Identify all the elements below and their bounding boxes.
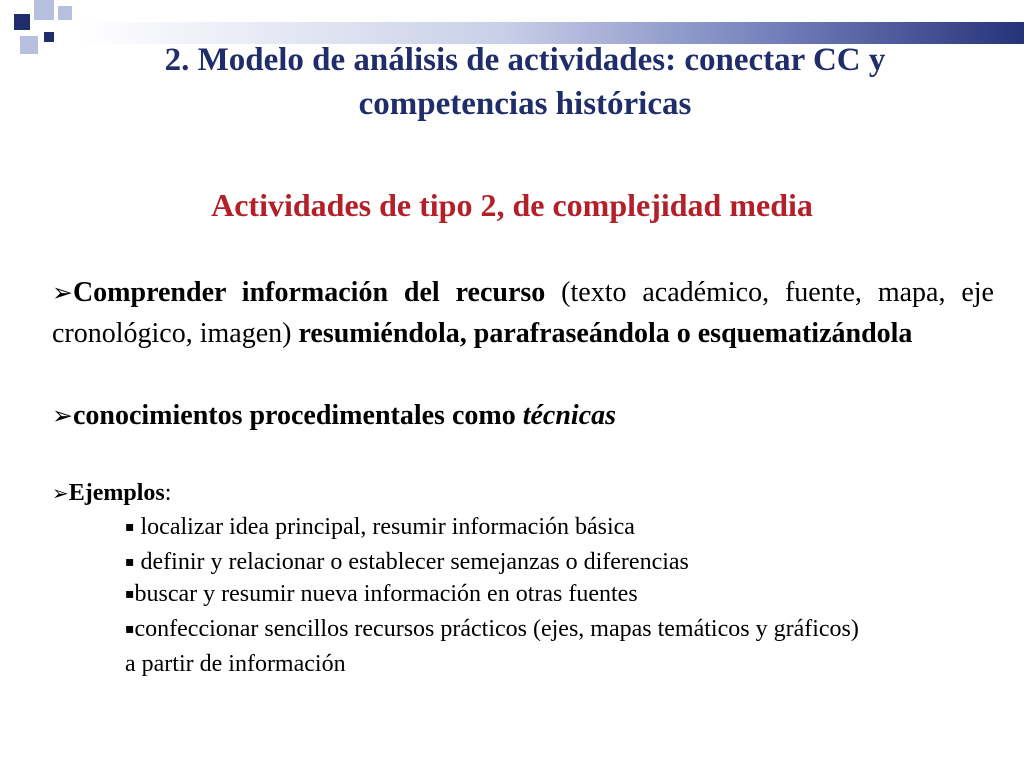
title-line-1: Modelo de análisis de actividades: conectar CC y <box>197 42 886 78</box>
square-bullet-icon: ▪ <box>125 586 135 602</box>
deco-square-1 <box>14 14 30 30</box>
slide-title <box>30 38 1020 126</box>
point-1-bold-a: Comprender información del recurso <box>72 277 546 308</box>
deco-square-2 <box>34 0 54 20</box>
example-item-text: confeccionar sencillos recursos prácticos (ejes, mapas temáticos y gráficos) <box>134 616 859 642</box>
point-1-bold-b: resumiéndola, parafraseándola o esquematizándola <box>298 318 913 349</box>
point-2-bold: conocimientos procedimentales como <box>72 400 523 431</box>
point-2 <box>52 395 994 436</box>
arrow-bullet-icon: ➢ <box>52 278 73 307</box>
point-2-italic: técnicas <box>522 400 617 431</box>
example-item-text: buscar y resumir nueva información en otras fuentes <box>134 581 638 607</box>
examples-label: Ejemplos <box>68 480 165 506</box>
slide-subtitle: Actividades de tipo 2, de complejidad media <box>211 187 813 223</box>
deco-square-3 <box>58 6 72 20</box>
square-bullet-icon: ▪ <box>125 621 135 637</box>
square-bullet-icon: ▪ <box>125 554 135 570</box>
point-1-normal: (texto académico, fuente, mapa, eje cronológico, imagen) <box>52 277 994 349</box>
arrow-bullet-icon: ➢ <box>52 401 73 430</box>
example-item <box>125 511 1005 544</box>
example-item <box>125 578 1005 611</box>
example-item-text: localizar idea principal, resumir información básica <box>134 514 635 540</box>
title-number: 2. <box>164 42 190 78</box>
examples-colon: : <box>164 480 172 506</box>
arrow-bullet-icon: ➢ <box>52 481 69 505</box>
point-1 <box>52 272 994 354</box>
example-item-text: definir y relacionar o establecer semejanzas o diferencias <box>134 549 689 575</box>
example-item-continuation: a partir de información <box>125 651 346 677</box>
example-item <box>125 546 1005 579</box>
title-line-2: competencias históricas <box>358 86 692 122</box>
example-item <box>125 613 1005 646</box>
square-bullet-icon: ▪ <box>125 519 135 535</box>
examples-heading <box>52 476 171 510</box>
